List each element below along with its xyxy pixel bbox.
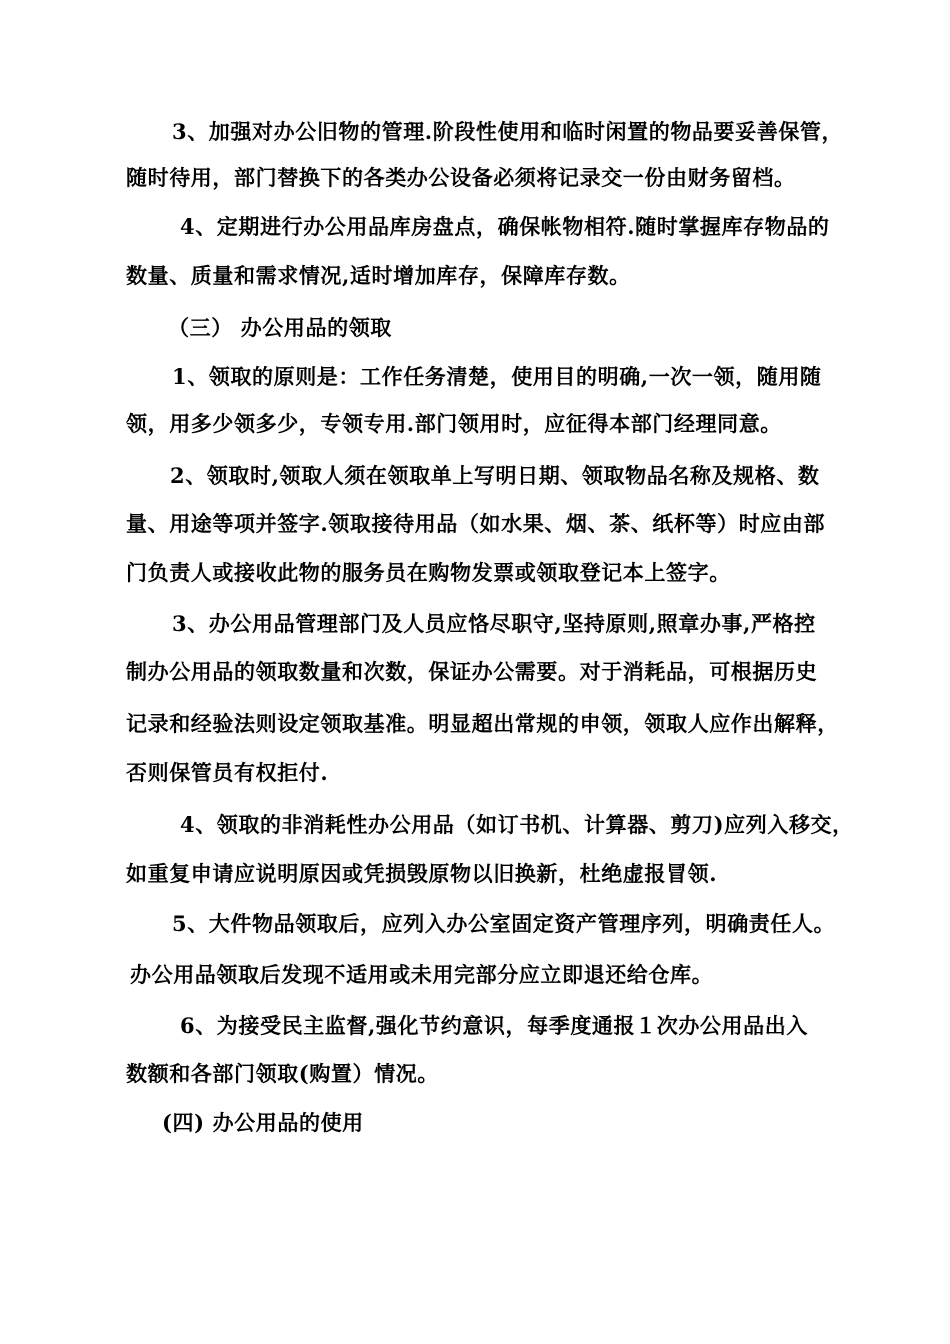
- section-heading-3: （三） 办公用品的领取: [168, 315, 392, 340]
- item-3-line-4: 否则保管员有权拒付.: [126, 760, 329, 785]
- item-2-line-3: 门负责人或接收此物的服务员在购物发票或领取登记本上签字。: [126, 560, 731, 585]
- paragraph-4-line-1: 4、定期进行办公用品库房盘点，确保帐物相符.随时掌握库存物品的: [180, 214, 830, 239]
- section-heading-4: (四) 办公用品的使用: [162, 1110, 364, 1135]
- item-1-line-2: 领，用多少领多少，专领专用.部门领用时，应征得本部门经理同意。: [126, 411, 782, 436]
- item-2-line-1: 2、领取时,领取人须在领取单上写明日期、领取物品名称及规格、数: [170, 463, 820, 488]
- item-6-line-1: 6、为接受民主监督,强化节约意识，每季度通报１次办公用品出入: [180, 1013, 808, 1038]
- item-5-line-2: 办公用品领取后发现不适用或未用完部分应立即退还给仓库。: [130, 962, 714, 987]
- paragraph-3-line-1: 3、加强对办公旧物的管理.阶段性使用和临时闲置的物品要妥善保管，: [172, 119, 844, 144]
- item-1-line-1: 1、领取的原则是：工作任务清楚，使用目的明确,一次一领，随用随: [172, 364, 822, 389]
- item-3-line-2: 制办公用品的领取数量和次数，保证办公需要。对于消耗品，可根据历史: [126, 659, 818, 684]
- paragraph-3-line-2: 随时待用，部门替换下的各类办公设备必须将记录交一份由财务留档。: [126, 165, 796, 190]
- item-2-line-2: 量、用途等项并签字.领取接待用品（如水果、烟、茶、纸杯等）时应由部: [126, 511, 826, 536]
- paragraph-4-line-2: 数量、质量和需求情况,适时增加库存，保障库存数。: [126, 263, 631, 288]
- item-4-line-2: 如重复申请应说明原因或凭损毁原物以旧换新，杜绝虚报冒领.: [126, 861, 718, 886]
- item-3-line-3: 记录和经验法则设定领取基准。明显超出常规的申领，领取人应作出解释，: [126, 711, 839, 736]
- item-6-line-2: 数额和各部门领取(购置）情况。: [126, 1061, 439, 1086]
- item-4-line-1: 4、领取的非消耗性办公用品（如订书机、计算器、剪刀)应列入移交，: [180, 812, 854, 837]
- item-3-line-1: 3、办公用品管理部门及人员应恪尽职守,坚持原则,照章办事,严格控: [172, 611, 816, 636]
- item-5-line-1: 5、大件物品领取后，应列入办公室固定资产管理序列，明确责任人。: [172, 911, 836, 936]
